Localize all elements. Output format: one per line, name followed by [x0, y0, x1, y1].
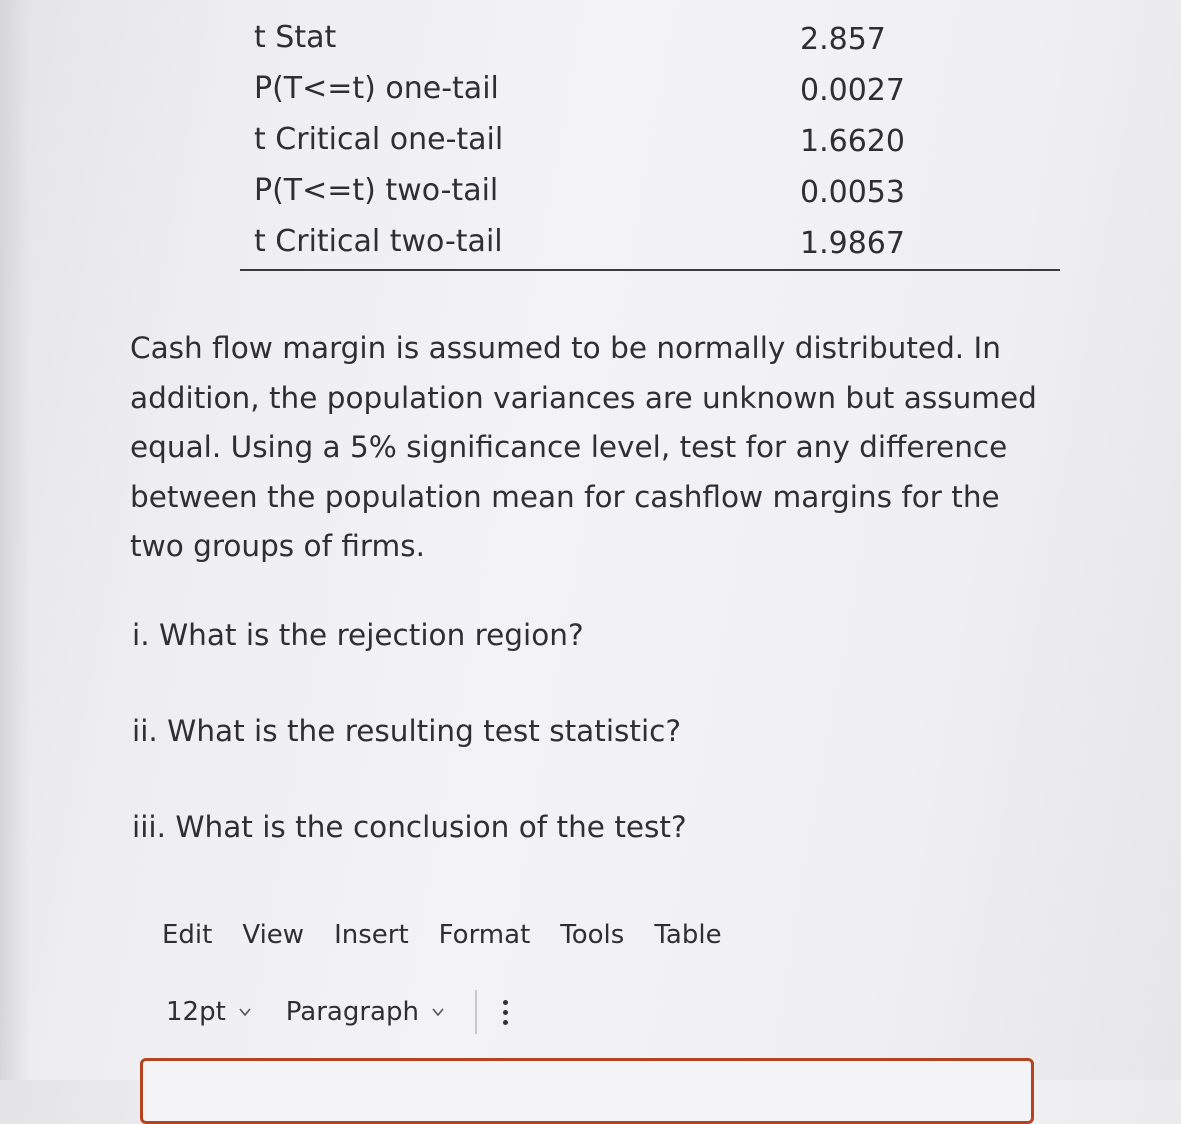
editor-toolbar	[166, 990, 508, 1034]
stat-value: 2.857	[800, 22, 886, 57]
question-text: Cash flow margin is assumed to be normally distributed. In addition, the population variances are unknown but assumed equal. Using a 5% significance level, test for any difference between the population mean for cashflow margins for the two groups of firms.	[130, 331, 1037, 563]
stat-row-p-one-tail	[240, 65, 1060, 116]
stat-value: 1.9867	[800, 226, 905, 261]
question-part-iii: iii. What is the conclusion of the test?	[132, 810, 687, 844]
menu-format[interactable]: Format	[438, 920, 531, 950]
stat-label: P(T<=t) one-tail	[254, 71, 499, 106]
stat-value: 1.6620	[800, 124, 905, 159]
screen-edge-shadow	[0, 0, 30, 1080]
chevron-down-icon	[431, 1005, 445, 1019]
menu-edit[interactable]: Edit	[162, 920, 213, 950]
font-size-value: 12pt	[166, 997, 226, 1027]
block-format-value: Paragraph	[285, 997, 419, 1027]
stat-label: P(T<=t) two-tail	[254, 173, 499, 208]
stat-row-p-two-tail	[240, 167, 1060, 218]
stat-value: 0.0053	[800, 175, 905, 210]
stat-label: t Stat	[254, 20, 337, 55]
rich-text-editor-area[interactable]	[140, 1058, 1034, 1124]
stat-label: t Critical one-tail	[254, 122, 504, 157]
t-test-results-table	[240, 14, 1060, 271]
question-part-i: i. What is the rejection region?	[132, 618, 584, 652]
toolbar-divider	[475, 990, 477, 1034]
vertical-ellipsis-icon[interactable]	[503, 1000, 508, 1025]
menu-tools[interactable]: Tools	[560, 920, 625, 950]
font-size-select[interactable]	[166, 997, 252, 1027]
stat-value: 0.0027	[800, 73, 905, 108]
editor-menubar	[162, 920, 722, 950]
menu-table[interactable]: Table	[654, 920, 722, 950]
block-format-select[interactable]	[286, 997, 445, 1027]
menu-insert[interactable]: Insert	[334, 920, 409, 950]
question-part-ii: ii. What is the resulting test statistic?	[132, 714, 682, 748]
stat-row-t-stat	[240, 14, 1060, 65]
stat-row-t-critical-two-tail	[240, 218, 1060, 269]
stat-label: t Critical two-tail	[254, 224, 503, 259]
chevron-down-icon	[238, 1005, 252, 1019]
menu-view[interactable]: View	[242, 920, 305, 950]
stat-row-t-critical-one-tail	[240, 116, 1060, 167]
